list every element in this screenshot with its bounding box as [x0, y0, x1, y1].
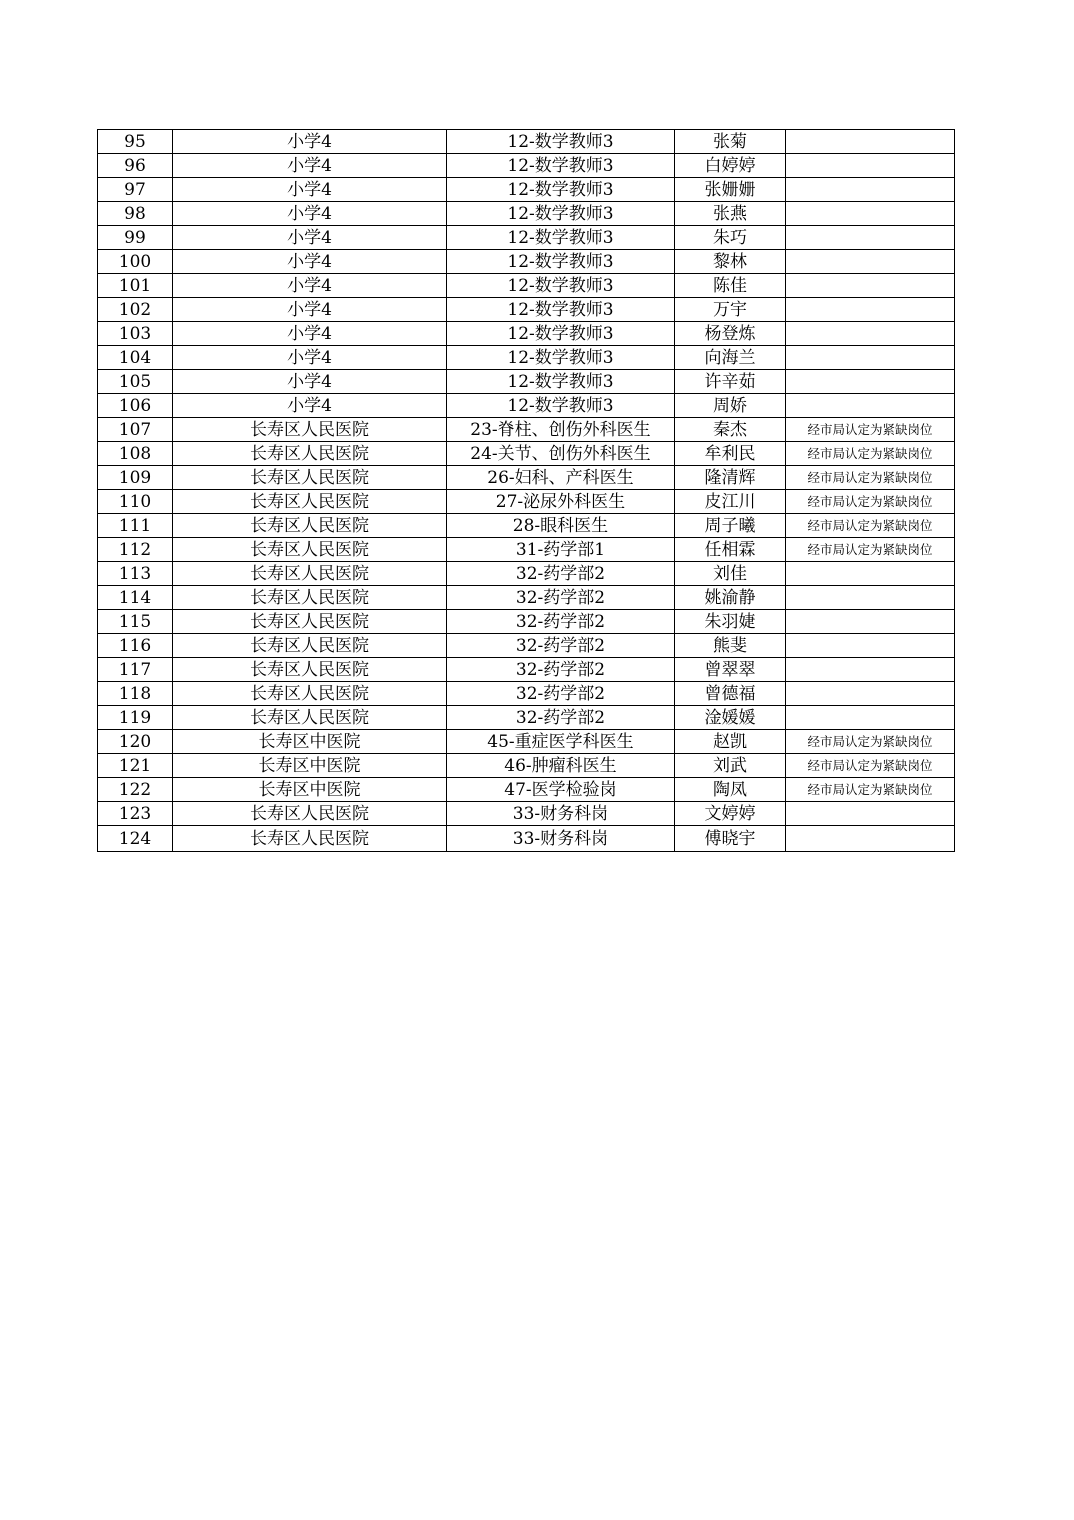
candidate-name-cell: 曾德福 [675, 682, 786, 706]
post-cell: 12-数学教师3 [447, 130, 675, 154]
post-cell: 12-数学教师3 [447, 178, 675, 202]
candidate-name-cell: 杨登炼 [675, 322, 786, 346]
candidate-name-cell: 周子曦 [675, 514, 786, 538]
candidate-name-cell: 张姗姗 [675, 178, 786, 202]
remark-cell: 经市局认定为紧缺岗位 [786, 490, 955, 514]
unit-cell: 小学4 [173, 346, 447, 370]
remark-cell: 经市局认定为紧缺岗位 [786, 730, 955, 754]
candidate-name-cell: 曾翠翠 [675, 658, 786, 682]
row-number-cell: 122 [98, 778, 173, 802]
unit-cell: 长寿区人民医院 [173, 418, 447, 442]
table-row [98, 250, 955, 274]
remark-cell [786, 802, 955, 826]
post-cell: 12-数学教师3 [447, 298, 675, 322]
candidate-name-cell: 秦杰 [675, 418, 786, 442]
unit-cell: 长寿区人民医院 [173, 562, 447, 586]
post-cell: 45-重症医学科医生 [447, 730, 675, 754]
unit-cell: 小学4 [173, 298, 447, 322]
table-row [98, 154, 955, 178]
unit-cell: 长寿区人民医院 [173, 706, 447, 730]
post-cell: 33-财务科岗 [447, 802, 675, 826]
table-row [98, 490, 955, 514]
post-cell: 32-药学部2 [447, 706, 675, 730]
table-row [98, 442, 955, 466]
row-number-cell: 105 [98, 370, 173, 394]
post-cell: 12-数学教师3 [447, 226, 675, 250]
row-number-cell: 104 [98, 346, 173, 370]
row-number-cell: 117 [98, 658, 173, 682]
unit-cell: 小学4 [173, 274, 447, 298]
row-number-cell: 113 [98, 562, 173, 586]
row-number-cell: 116 [98, 634, 173, 658]
table-row [98, 682, 955, 706]
remark-cell: 经市局认定为紧缺岗位 [786, 538, 955, 562]
candidate-name-cell: 姚渝静 [675, 586, 786, 610]
post-cell: 12-数学教师3 [447, 154, 675, 178]
remark-cell [786, 634, 955, 658]
post-cell: 32-药学部2 [447, 682, 675, 706]
candidate-name-cell: 皮江川 [675, 490, 786, 514]
post-cell: 12-数学教师3 [447, 202, 675, 226]
remark-cell: 经市局认定为紧缺岗位 [786, 514, 955, 538]
candidate-name-cell: 任相霖 [675, 538, 786, 562]
candidate-name-cell: 牟利民 [675, 442, 786, 466]
candidate-name-cell: 隆清辉 [675, 466, 786, 490]
candidate-name-cell: 朱羽婕 [675, 610, 786, 634]
unit-cell: 长寿区人民医院 [173, 634, 447, 658]
post-cell: 32-药学部2 [447, 634, 675, 658]
unit-cell: 长寿区人民医院 [173, 586, 447, 610]
table-row [98, 178, 955, 202]
table-row [98, 274, 955, 298]
post-cell: 32-药学部2 [447, 658, 675, 682]
candidate-name-cell: 傅晓宇 [675, 826, 786, 852]
post-cell: 12-数学教师3 [447, 370, 675, 394]
row-number-cell: 107 [98, 418, 173, 442]
remark-cell [786, 682, 955, 706]
row-number-cell: 110 [98, 490, 173, 514]
roster-table [97, 129, 955, 852]
table-row [98, 610, 955, 634]
candidate-name-cell: 白婷婷 [675, 154, 786, 178]
row-number-cell: 112 [98, 538, 173, 562]
table-row [98, 226, 955, 250]
unit-cell: 长寿区人民医院 [173, 442, 447, 466]
row-number-cell: 102 [98, 298, 173, 322]
unit-cell: 小学4 [173, 202, 447, 226]
post-cell: 24-关节、创伤外科医生 [447, 442, 675, 466]
unit-cell: 长寿区人民医院 [173, 826, 447, 852]
candidate-name-cell: 张菊 [675, 130, 786, 154]
table-row [98, 826, 955, 852]
unit-cell: 小学4 [173, 250, 447, 274]
table-row [98, 562, 955, 586]
table-row [98, 514, 955, 538]
row-number-cell: 111 [98, 514, 173, 538]
remark-cell [786, 370, 955, 394]
post-cell: 32-药学部2 [447, 610, 675, 634]
remark-cell [786, 346, 955, 370]
post-cell: 28-眼科医生 [447, 514, 675, 538]
table-row [98, 586, 955, 610]
roster-table-body [98, 130, 955, 852]
unit-cell: 长寿区中医院 [173, 754, 447, 778]
candidate-name-cell: 万宇 [675, 298, 786, 322]
table-row [98, 802, 955, 826]
remark-cell: 经市局认定为紧缺岗位 [786, 466, 955, 490]
table-row [98, 466, 955, 490]
unit-cell: 长寿区人民医院 [173, 802, 447, 826]
row-number-cell: 106 [98, 394, 173, 418]
candidate-name-cell: 向海兰 [675, 346, 786, 370]
table-row [98, 130, 955, 154]
row-number-cell: 97 [98, 178, 173, 202]
table-row [98, 706, 955, 730]
row-number-cell: 114 [98, 586, 173, 610]
table-row [98, 346, 955, 370]
row-number-cell: 121 [98, 754, 173, 778]
row-number-cell: 108 [98, 442, 173, 466]
candidate-name-cell: 刘佳 [675, 562, 786, 586]
remark-cell [786, 394, 955, 418]
candidate-name-cell: 黎林 [675, 250, 786, 274]
candidate-name-cell: 陶凤 [675, 778, 786, 802]
unit-cell: 长寿区人民医院 [173, 682, 447, 706]
row-number-cell: 98 [98, 202, 173, 226]
post-cell: 12-数学教师3 [447, 394, 675, 418]
unit-cell: 小学4 [173, 322, 447, 346]
unit-cell: 长寿区人民医院 [173, 514, 447, 538]
remark-cell [786, 586, 955, 610]
unit-cell: 小学4 [173, 178, 447, 202]
post-cell: 12-数学教师3 [447, 274, 675, 298]
row-number-cell: 100 [98, 250, 173, 274]
post-cell: 46-肿瘤科医生 [447, 754, 675, 778]
remark-cell [786, 154, 955, 178]
table-row [98, 754, 955, 778]
row-number-cell: 123 [98, 802, 173, 826]
unit-cell: 小学4 [173, 394, 447, 418]
unit-cell: 小学4 [173, 226, 447, 250]
remark-cell [786, 826, 955, 852]
post-cell: 32-药学部2 [447, 586, 675, 610]
remark-cell [786, 202, 955, 226]
row-number-cell: 115 [98, 610, 173, 634]
unit-cell: 长寿区人民医院 [173, 466, 447, 490]
row-number-cell: 99 [98, 226, 173, 250]
remark-cell [786, 178, 955, 202]
row-number-cell: 120 [98, 730, 173, 754]
remark-cell [786, 322, 955, 346]
remark-cell [786, 130, 955, 154]
table-row [98, 634, 955, 658]
unit-cell: 长寿区中医院 [173, 730, 447, 754]
table-row [98, 322, 955, 346]
candidate-name-cell: 周娇 [675, 394, 786, 418]
candidate-name-cell: 熊斐 [675, 634, 786, 658]
row-number-cell: 124 [98, 826, 173, 852]
remark-cell: 经市局认定为紧缺岗位 [786, 418, 955, 442]
post-cell: 31-药学部1 [447, 538, 675, 562]
row-number-cell: 118 [98, 682, 173, 706]
unit-cell: 长寿区中医院 [173, 778, 447, 802]
table-row [98, 202, 955, 226]
row-number-cell: 103 [98, 322, 173, 346]
unit-cell: 长寿区人民医院 [173, 490, 447, 514]
row-number-cell: 96 [98, 154, 173, 178]
table-row [98, 370, 955, 394]
post-cell: 12-数学教师3 [447, 322, 675, 346]
candidate-name-cell: 陈佳 [675, 274, 786, 298]
row-number-cell: 101 [98, 274, 173, 298]
remark-cell: 经市局认定为紧缺岗位 [786, 754, 955, 778]
post-cell: 32-药学部2 [447, 562, 675, 586]
table-row [98, 394, 955, 418]
candidate-name-cell: 淦媛媛 [675, 706, 786, 730]
candidate-name-cell: 赵凯 [675, 730, 786, 754]
post-cell: 33-财务科岗 [447, 826, 675, 852]
table-row [98, 658, 955, 682]
remark-cell [786, 658, 955, 682]
row-number-cell: 109 [98, 466, 173, 490]
unit-cell: 小学4 [173, 130, 447, 154]
post-cell: 27-泌尿外科医生 [447, 490, 675, 514]
table-row [98, 538, 955, 562]
candidate-name-cell: 朱巧 [675, 226, 786, 250]
table-row [98, 730, 955, 754]
candidate-name-cell: 许辛茹 [675, 370, 786, 394]
unit-cell: 小学4 [173, 154, 447, 178]
remark-cell [786, 298, 955, 322]
post-cell: 47-医学检验岗 [447, 778, 675, 802]
remark-cell [786, 250, 955, 274]
candidate-name-cell: 刘武 [675, 754, 786, 778]
remark-cell [786, 274, 955, 298]
post-cell: 12-数学教师3 [447, 346, 675, 370]
candidate-name-cell: 文婷婷 [675, 802, 786, 826]
post-cell: 12-数学教师3 [447, 250, 675, 274]
candidate-name-cell: 张燕 [675, 202, 786, 226]
remark-cell: 经市局认定为紧缺岗位 [786, 778, 955, 802]
table-row [98, 418, 955, 442]
row-number-cell: 119 [98, 706, 173, 730]
unit-cell: 长寿区人民医院 [173, 538, 447, 562]
table-row [98, 298, 955, 322]
remark-cell [786, 562, 955, 586]
remark-cell [786, 226, 955, 250]
table-row [98, 778, 955, 802]
post-cell: 26-妇科、产科医生 [447, 466, 675, 490]
remark-cell [786, 610, 955, 634]
unit-cell: 长寿区人民医院 [173, 658, 447, 682]
post-cell: 23-脊柱、创伤外科医生 [447, 418, 675, 442]
unit-cell: 长寿区人民医院 [173, 610, 447, 634]
row-number-cell: 95 [98, 130, 173, 154]
remark-cell [786, 706, 955, 730]
remark-cell: 经市局认定为紧缺岗位 [786, 442, 955, 466]
unit-cell: 小学4 [173, 370, 447, 394]
